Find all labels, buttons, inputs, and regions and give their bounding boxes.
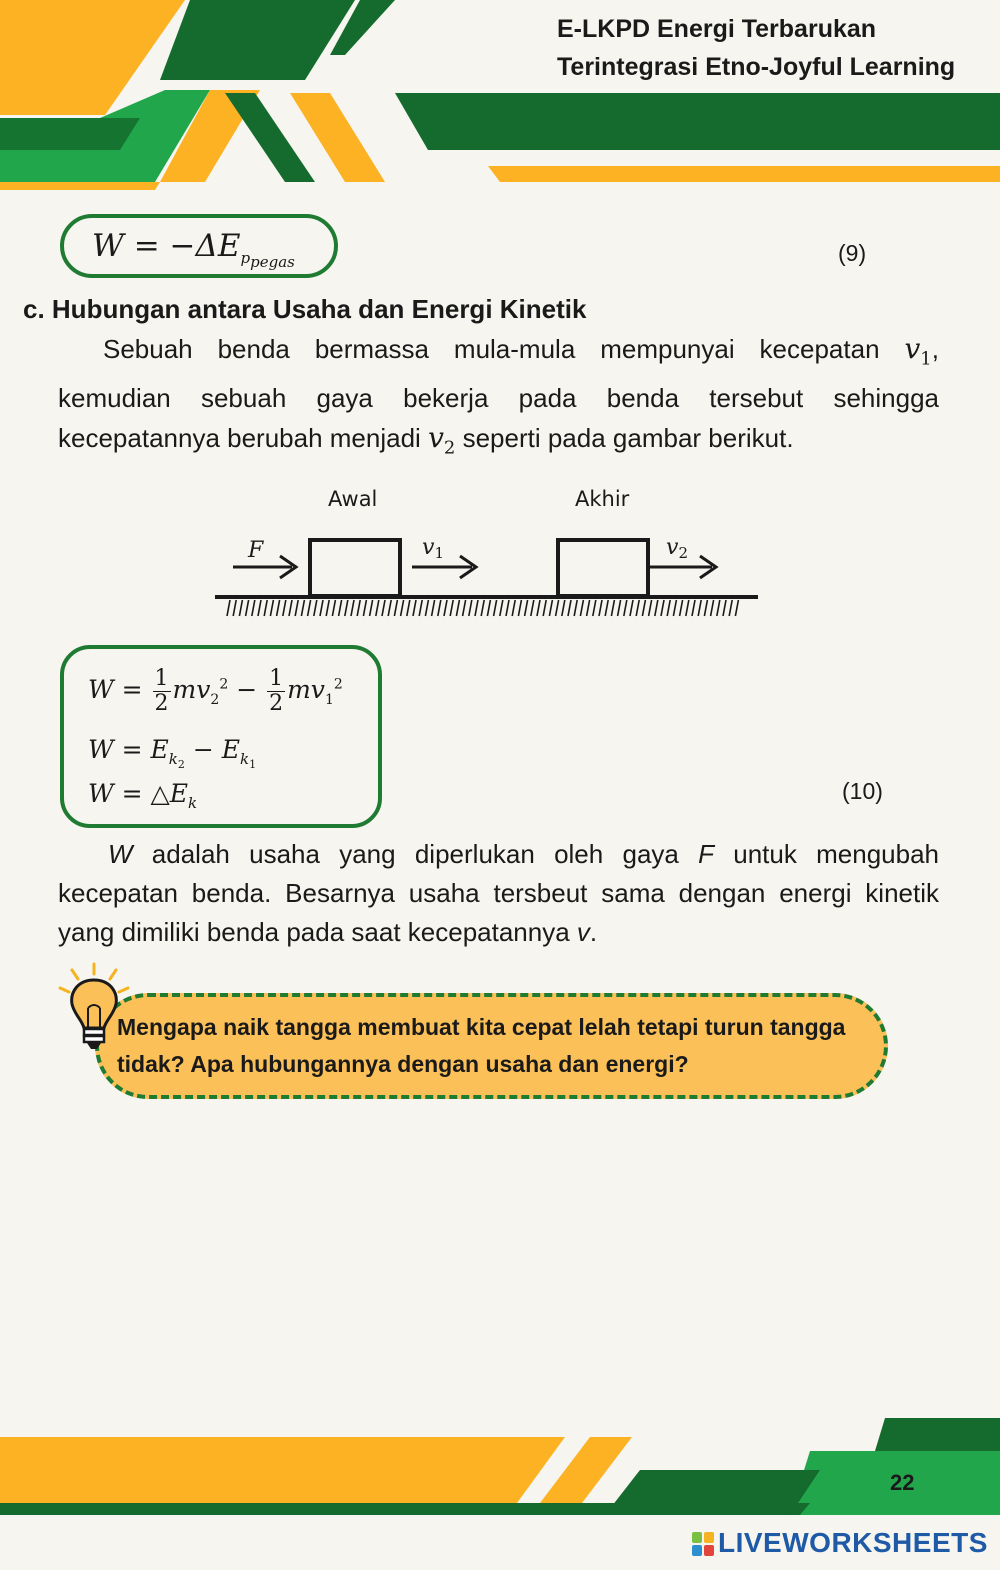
- equation-10-line3: $W = \triangle E_k$: [88, 779, 198, 812]
- brand-watermark[interactable]: LIVEWORKSHEETS: [718, 1527, 988, 1558]
- paragraph-intro: Sebuah benda bermassa mula-mula mempunyai kecepatan $v_1$, kemudian sebuah gaya bekerja pada benda tersebut sehingga kecepatannya berubah menjadi $v_2$ seperti pada gambar berikut.: [58, 332, 939, 459]
- ground-hatching: [227, 600, 738, 616]
- force-label: F: [248, 538, 264, 563]
- footer-decoration: [0, 1415, 1000, 1520]
- equation-10-line2: $W = E_{k_2} - E_{k_1}$: [88, 735, 257, 771]
- equation-10-number: (10): [842, 778, 883, 804]
- symbol-v1: $v_1$: [904, 332, 932, 370]
- force-arrow: [233, 556, 296, 578]
- question-callout: [95, 993, 888, 1099]
- block-start: [310, 540, 400, 596]
- equation-9: $W = -\Delta E_{p_{pegas}}$: [92, 228, 295, 272]
- document-header-title: [557, 10, 955, 86]
- liveworksheets-logo-icon: [691, 1531, 715, 1557]
- diagram-label-start: Awal: [328, 487, 378, 511]
- lightbulb-icon: [52, 958, 132, 1058]
- header-title-line2: Terintegrasi Etno-Joyful Learning: [557, 53, 956, 81]
- header-title-line1: E-LKPD Energi Terbarukan: [557, 15, 877, 43]
- symbol-v2: $v_2$: [428, 420, 456, 459]
- block-end: [558, 540, 648, 596]
- equation-9-number: (9): [838, 240, 867, 266]
- equation-9-box: [60, 214, 338, 278]
- question-text: Mengapa naik tangga membuat kita cepat lelah tetapi turun tangga tidak? Apa hubungannya dengan usaha dan energi?: [117, 1014, 846, 1077]
- paragraph-explanation: W adalah usaha yang diperlukan oleh gaya F untuk mengubah kecepatan benda. Besarnya usaha tersbeut sama dengan energi kinetik yang dimiliki benda pada saat kecepatannya v.: [58, 839, 939, 947]
- v2-label: v2: [666, 535, 688, 562]
- equation-10-line1: W = $\frac{1}{2}$ $mv_2^2$ − $\frac{1}{2}$ $mv_1^2$: [88, 666, 343, 716]
- motion-diagram: [200, 480, 780, 630]
- equation-10-box: [60, 645, 382, 828]
- v1-label: v1: [422, 535, 444, 562]
- diagram-label-end: Akhir: [575, 487, 630, 511]
- section-heading: c. Hubungan antara Usaha dan Energi Kinetik: [23, 294, 587, 324]
- page-number: 22: [890, 1470, 915, 1495]
